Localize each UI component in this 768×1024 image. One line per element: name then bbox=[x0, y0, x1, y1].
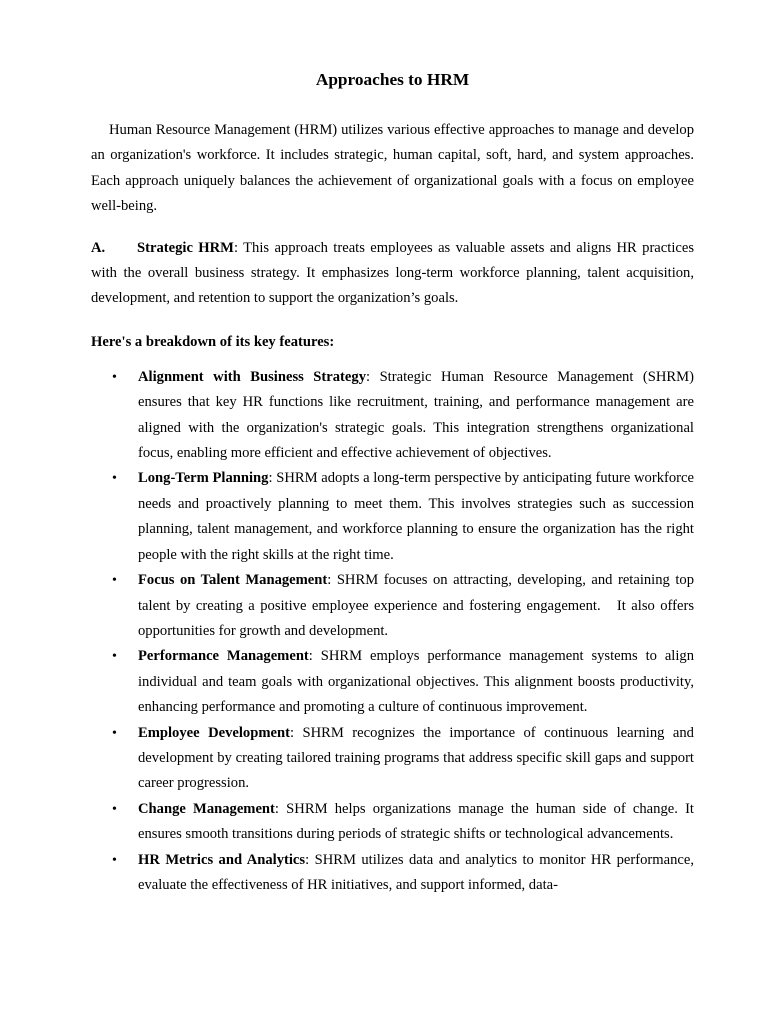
bullet-icon: • bbox=[112, 471, 117, 487]
section-a-marker: A. bbox=[91, 239, 106, 256]
feature-title: Performance Management bbox=[138, 648, 309, 665]
feature-text: : Strategic Human Resource Management (SHRM) ensures that key HR functions like recruitment, training, and performance management are aligned with the organization's strategic goals. This integration strengthens organizational focus, enabling more efficient and effective achievement of objectives. bbox=[138, 368, 695, 462]
list-item bbox=[91, 797, 694, 848]
feature-text: : SHRM recognizes the importance of continuous learning and development by creating tailored training programs that address specific skill gaps and support career progression. bbox=[138, 724, 694, 792]
list-item bbox=[91, 721, 694, 797]
list-item bbox=[91, 466, 694, 568]
feature-text: : SHRM helps organizations manage the human side of change. It ensures smooth transitions during periods of strategic shifts or technological advancements. bbox=[138, 800, 694, 843]
section-a-paragraph bbox=[91, 236, 694, 312]
bullet-icon: • bbox=[112, 573, 117, 589]
bullet-icon: • bbox=[112, 725, 117, 741]
feature-title: Long-Term Planning bbox=[138, 470, 269, 487]
list-item bbox=[91, 644, 694, 720]
feature-title: Alignment with Business Strategy bbox=[138, 368, 366, 385]
feature-title: Focus on Talent Management bbox=[138, 572, 328, 589]
feature-text: : SHRM focuses on attracting, developing, and retaining top talent by creating a positive employee experience and fostering engagement. It also offers opportunities for growth and development. bbox=[138, 572, 698, 639]
feature-title: Employee Development bbox=[138, 724, 290, 741]
page-title: Approaches to HRM bbox=[315, 70, 470, 89]
list-item bbox=[91, 848, 694, 899]
feature-title: HR Metrics and Analytics bbox=[138, 851, 306, 868]
feature-text: : SHRM employs performance management systems to align individual and team goals with organizational objectives. This alignment boosts productivity, enhancing performance and promoting a culture of continuous improvement. bbox=[138, 648, 694, 716]
section-a-text: : This approach treats employees as valuable assets and aligns HR practices with the overall business strategy. It emphasizes long-term workforce planning, talent acquisition, development, and retention to support the organization’s goals. bbox=[91, 239, 695, 307]
list-item bbox=[91, 568, 698, 644]
feature-text: : SHRM utilizes data and analytics to monitor HR performance, evaluate the effectiveness of HR initiatives, and support informed, data- bbox=[138, 851, 694, 893]
feature-list bbox=[91, 365, 698, 899]
intro-paragraph: Human Resource Management (HRM) utilizes various effective approaches to manage and develop an organization's workforce. It includes strategic, human capital, soft, hard, and system approaches. Each approach uniquely balances the achievement of organizational goals with a focus on employee well-being. bbox=[91, 122, 694, 215]
section-a-heading: Strategic HRM bbox=[137, 239, 234, 256]
bullet-icon: • bbox=[112, 369, 117, 385]
bullet-icon: • bbox=[112, 852, 117, 868]
feature-title: Change Management bbox=[138, 800, 275, 817]
bullet-icon: • bbox=[112, 801, 117, 817]
feature-text: : SHRM adopts a long-term perspective by anticipating future workforce needs and proactively planning to meet them. This involves strategies such as succession planning, talent management, and workforce planning to ensure the organization has the right people with the right skills at the right time. bbox=[138, 470, 694, 563]
breakdown-heading: Here's a breakdown of its key features: bbox=[91, 333, 335, 350]
bullet-icon: • bbox=[112, 649, 117, 665]
list-item bbox=[91, 365, 694, 467]
